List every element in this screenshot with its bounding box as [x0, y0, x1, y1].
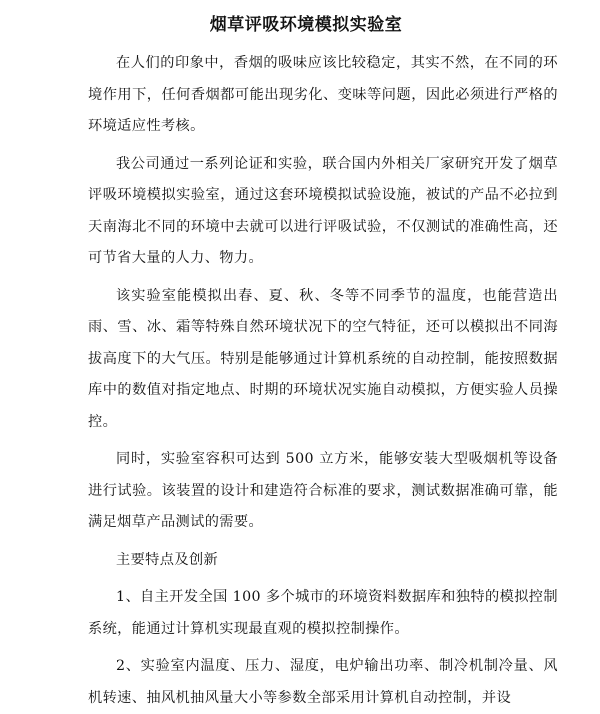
feature-item-2: 2、实验室内温度、压力、湿度，电炉输出功率、制冷机制冷量、风机转速、抽风机抽风量大小等参数全部采用计算机自动控制，并设 [88, 658, 558, 706]
document-title: 烟草评吸环境模拟实验室 [209, 15, 403, 35]
paragraph-intro: 在人们的印象中，香烟的吸味应该比较稳定，其实不然，在不同的环境作用下，任何香烟都可能出现劣化、变味等问题，因此必须进行严格的环境适应性考核。 [88, 55, 558, 134]
paragraph-development: 我公司通过一系列论证和实验，联合国内外相关厂家研究开发了烟草评吸环境模拟实验室，通过这套环境模拟试验设施，被试的产品不必拉到天南海北不同的环境中去就可以进行评吸试验，不仅测试的准确性高，还可节省大量的人力、物力。 [88, 155, 558, 266]
feature-item-1: 1、自主开发全国 100 多个城市的环境资料数据库和独特的模拟控制系统，能通过计算机实现最直观的模拟控制操作。 [88, 589, 558, 637]
paragraph-capacity: 同时，实验室容积可达到 500 立方米，能够安装大型吸烟机等设备进行试验。该装置的设计和建造符合标准的要求，测试数据准确可靠，能满足烟草产品测试的需要。 [88, 451, 558, 530]
paragraph-capabilities: 该实验室能模拟出春、夏、秋、冬等不同季节的温度，也能营造出雨、雪、冰、霜等特殊自然环境状况下的空气特征，还可以模拟出不同海拔高度下的大气压。特别是能够通过计算机系统的自动控制，能按照数据库中的数值对指定地点、时期的环境状况实施自动模拟，方便实验人员操控。 [88, 287, 558, 430]
features-heading: 主要特点及创新 [116, 551, 219, 568]
